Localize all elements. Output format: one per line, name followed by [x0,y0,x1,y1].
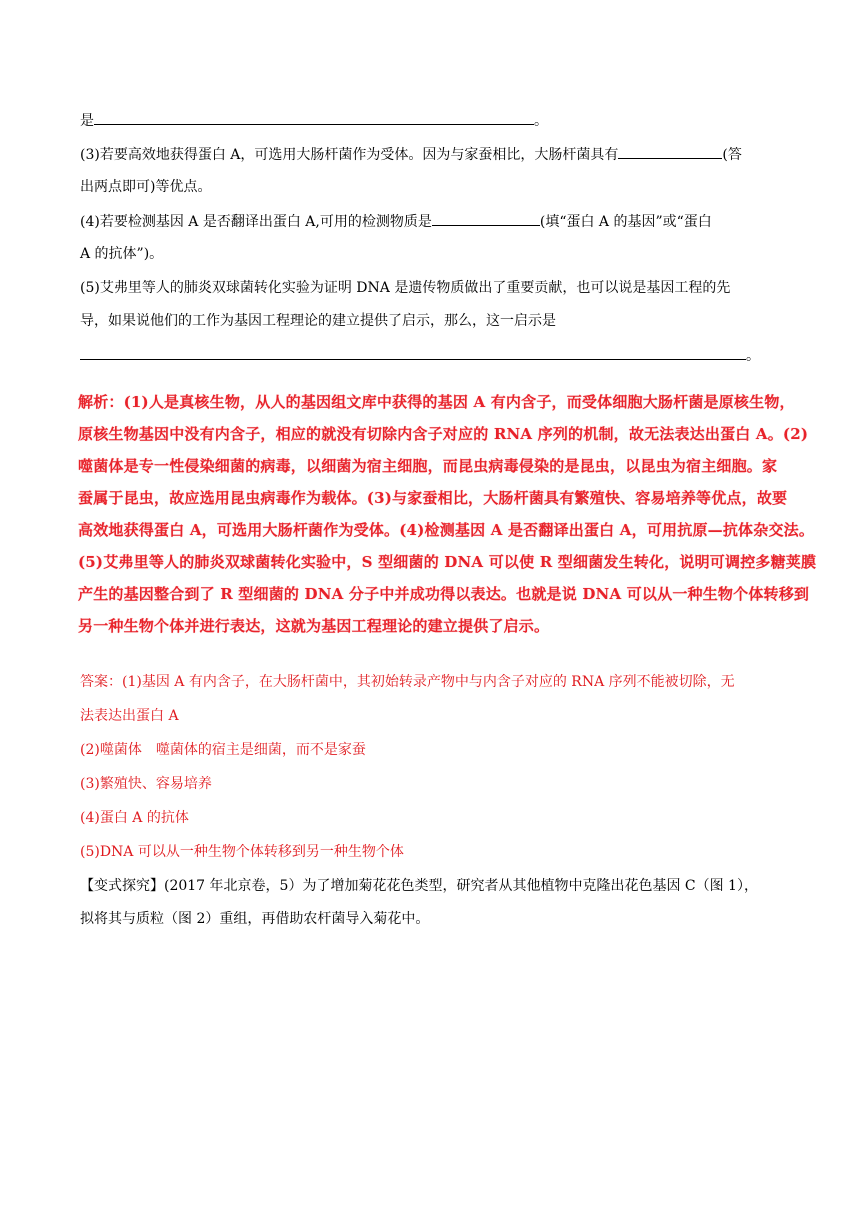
analysis-line-4: 蚕属于昆虫，故应选用昆虫病毒作为载体。(3)与家蚕相比，大肠杆菌具有繁殖快、容易培养等优点，故要 [78,489,788,507]
q4-text-a: (4)若要检测基因 A 是否翻译出蛋白 A,可用的检测物质是 [80,214,432,230]
analysis-line-1: 解析：(1)人是真核生物，从人的基因组文库中获得的基因 A 有内含子，而受体细胞大肠杆菌是原核生物， [78,393,795,411]
answer-blank-2 [94,110,534,125]
answer-1-line-a: 答案：(1)基因 A 有内含子，在大肠杆菌中，其初始转录产物中与内含子对应的 RNA 序列不能被切除，无 [80,674,735,690]
variant-line-2: 拟将其与质粒（图 2）重组，再借助农杆菌导入菊花中。 [80,911,430,927]
analysis-line-3: 噬菌体是专一性侵染细菌的病毒，以细菌为宿主细胞，而昆虫病毒侵染的是昆虫，以昆虫为宿主细胞。家 [78,457,778,475]
question-3-line-b: 出两点即可)等优点。 [80,179,212,195]
answer-blank-5 [80,345,746,360]
analysis-line-8: 另一种生物个体并进行表达，这就为基因工程理论的建立提供了启示。 [78,617,550,635]
variant-line-1: 【变式探究】(2017 年北京卷，5）为了增加菊花花色类型，研究者从其他植物中克隆出花色基因 C（图 1）， [80,878,758,894]
answer-4: (4)蛋白 A 的抗体 [80,810,189,826]
answer-blank-4 [432,211,540,226]
question-line-1 [80,110,800,131]
analysis-line-6: (5)艾弗里等人的肺炎双球菌转化实验中，S 型细菌的 DNA 可以使 R 型细菌发生转化，说明可调控多糖荚膜 [78,553,817,571]
q5-end: 。 [746,348,760,364]
answer-1-line-b: 法表达出蛋白 A [80,708,179,724]
line1-suffix: 。 [534,113,548,129]
question-5-line-c [80,345,800,366]
q3-text-b: (答 [722,147,742,163]
question-4-line-a [80,211,800,232]
q3-text-a: (3)若要高效地获得蛋白 A，可选用大肠杆菌作为受体。因为与家蚕相比，大肠杆菌具有 [80,147,619,163]
answer-5: (5)DNA 可以从一种生物个体转移到另一种生物个体 [80,844,404,860]
answer-2: (2)噬菌体 噬菌体的宿主是细菌，而不是家蚕 [80,742,366,758]
answer-3: (3)繁殖快、容易培养 [80,776,212,792]
analysis-line-5: 高效地获得蛋白 A，可选用大肠杆菌作为受体。(4)检测基因 A 是否翻译出蛋白 A，可用抗原—抗体杂交法。 [78,521,815,539]
question-3-line-a [80,144,800,165]
analysis-line-7: 产生的基因整合到了 R 型细菌的 DNA 分子中并成功得以表达。也就是说 DNA 可以从一种生物个体转移到 [78,585,810,603]
question-5-line-b: 导，如果说他们的工作为基因工程理论的建立提供了启示，那么，这一启示是 [80,313,556,329]
answer-blank-3 [618,144,722,159]
question-5-line-a: (5)艾弗里等人的肺炎双球菌转化实验为证明 DNA 是遗传物质做出了重要贡献，也可以说是基因工程的先 [80,280,731,296]
analysis-line-2: 原核生物基因中没有内含子，相应的就没有切除内含子对应的 RNA 序列的机制，故无法表达出蛋白 A。(2) [78,425,809,443]
line1-prefix: 是 [80,113,94,129]
question-4-line-b: A 的抗体”)。 [80,246,164,262]
q4-text-b: (填“蛋白 A 的基因”或“蛋白 [539,214,712,230]
